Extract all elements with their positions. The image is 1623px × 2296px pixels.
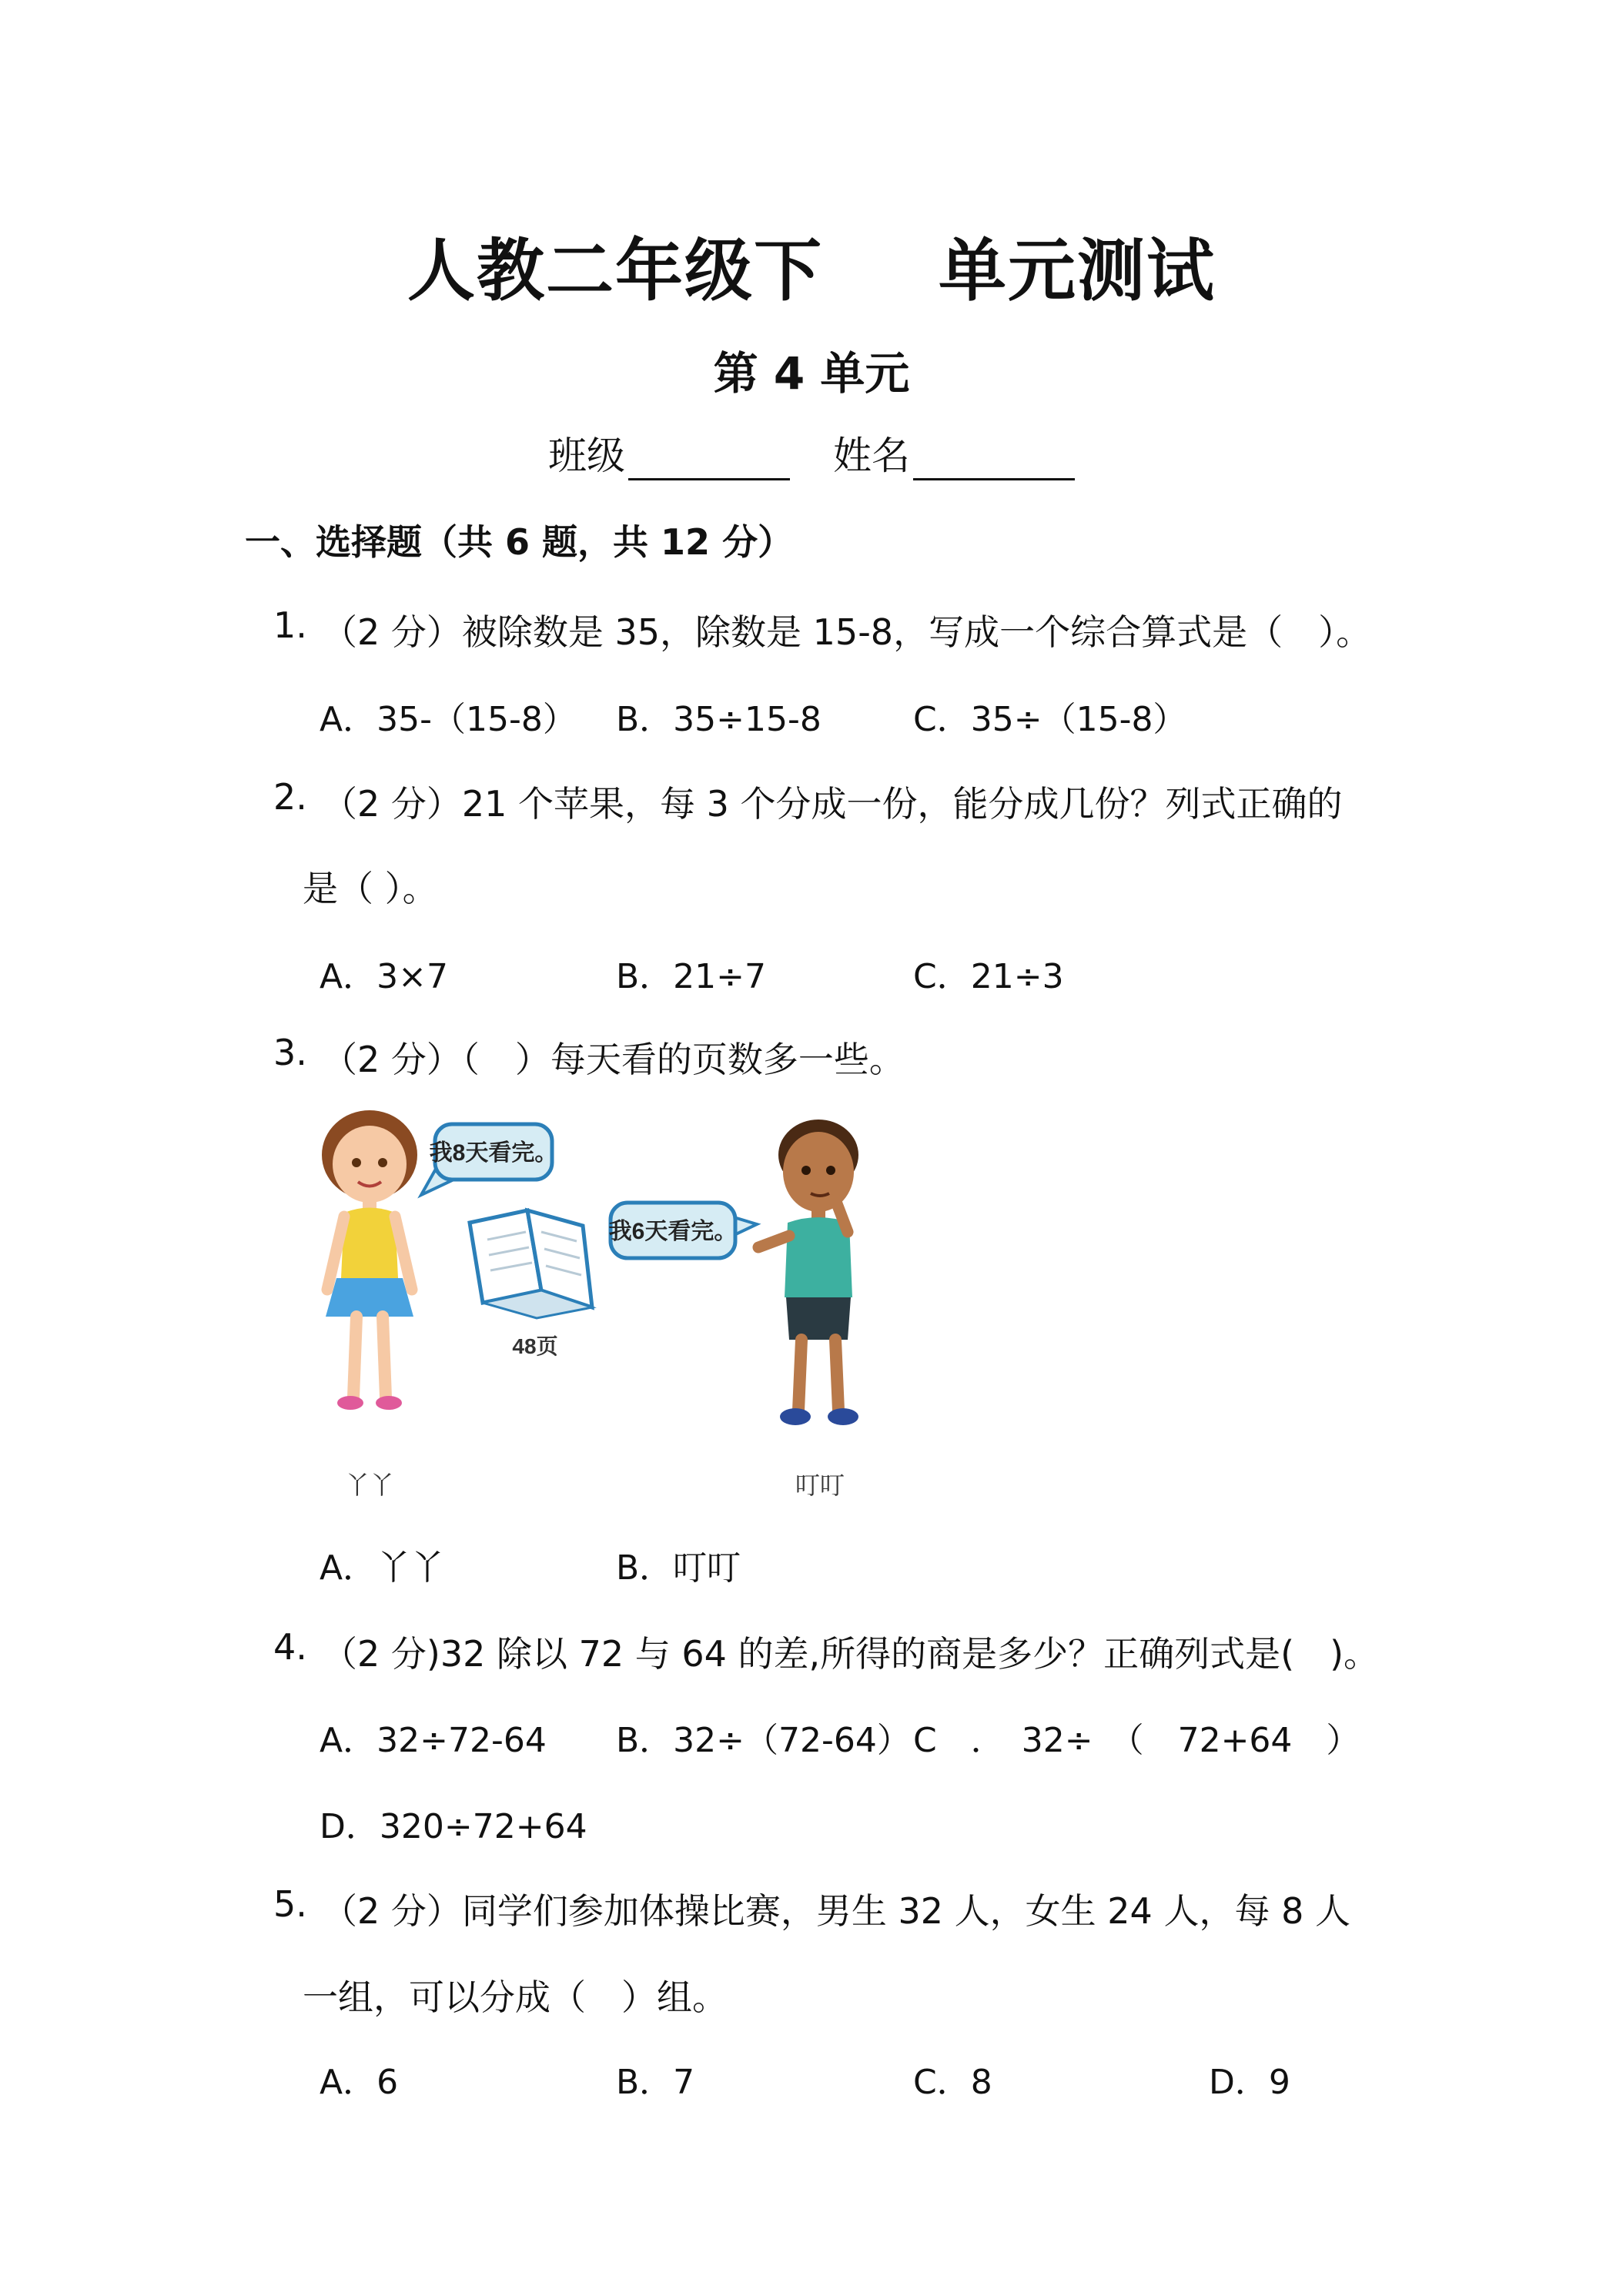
title-left: 人教二年级下 (407, 231, 823, 310)
question-2-number: 2. (273, 776, 307, 818)
q5-option-a[interactable]: A．6 (320, 2063, 399, 2102)
book-page-label: 48页 (512, 1334, 558, 1358)
q4-option-a[interactable]: A．32÷72-64 (320, 1721, 547, 1760)
name-blank[interactable] (913, 438, 1075, 480)
q4-option-b[interactable]: B．32÷（72-64） (616, 1721, 911, 1760)
girl-speech-bubble (421, 1124, 557, 1195)
q5-option-b[interactable]: B．7 (616, 2063, 695, 2102)
book-icon (470, 1210, 592, 1358)
question-3-number: 3. (273, 1032, 307, 1073)
title-right: 单元测试 (939, 231, 1216, 310)
q1-option-a[interactable]: A．35-（15-8） (320, 700, 577, 739)
student-info (0, 425, 1623, 480)
class-blank[interactable] (628, 438, 790, 480)
boy-name-label: 叮叮 (795, 1471, 845, 1499)
girl-figure (322, 1110, 417, 1410)
girl-name-label: 丫丫 (344, 1471, 395, 1499)
question-5-text-line1: （2 分）同学们参加体操比赛，男生 32 人，女生 24 人，每 8 人 (322, 1890, 1350, 1932)
section-heading: 一、选择题（共 6 题，共 12 分） (245, 521, 794, 563)
question-3-text: （2 分）（ ）每天看的页数多一些。 (322, 1039, 905, 1080)
boy-figure (758, 1120, 858, 1425)
question-4-text: （2 分)32 除以 72 与 64 的差,所得的商是多少？正确列式是( )。 (322, 1633, 1380, 1675)
girl-speech-text: 我8天看完。 (429, 1140, 558, 1166)
q2-option-b[interactable]: B．21÷7 (616, 957, 767, 996)
question-2-text-line2: 是（ ）。 (303, 868, 438, 909)
q4-option-d[interactable]: D．320÷72+64 (320, 1807, 587, 1846)
q3-option-b[interactable]: B．叮叮 (616, 1548, 741, 1588)
question-1-number: 1. (273, 604, 307, 646)
question-2-text-line1: （2 分）21 个苹果，每 3 个分成一份，能分成几份？列式正确的 (322, 783, 1343, 825)
boy-speech-bubble (609, 1203, 757, 1258)
question-5-number: 5. (273, 1883, 307, 1925)
class-label: 班级 (548, 433, 625, 478)
q4-option-c[interactable]: C ． 32÷ （ 72+64 ） (913, 1721, 1360, 1760)
page-title (0, 217, 1623, 314)
question-4-number: 4. (273, 1626, 307, 1668)
q1-option-b[interactable]: B．35÷15-8 (616, 700, 822, 739)
question-1-text: （2 分）被除数是 35，除数是 15-8，写成一个综合算式是（ ）。 (322, 611, 1372, 653)
name-label: 姓名 (833, 433, 910, 478)
boy-speech-text: 我6天看完。 (608, 1219, 738, 1244)
q2-option-a[interactable]: A．3×7 (320, 957, 448, 996)
q2-option-c[interactable]: C．21÷3 (913, 957, 1064, 996)
q5-option-d[interactable]: D．9 (1209, 2063, 1290, 2102)
reading-illustration (296, 1109, 897, 1509)
q3-option-a[interactable]: A．丫丫 (320, 1548, 445, 1588)
q5-option-c[interactable]: C．8 (913, 2063, 992, 2102)
unit-subtitle: 第 4 单元 (713, 347, 910, 400)
question-5-text-line2: 一组，可以分成（ ）组。 (303, 1976, 728, 2018)
q1-option-c[interactable]: C．35÷（15-8） (913, 700, 1187, 739)
